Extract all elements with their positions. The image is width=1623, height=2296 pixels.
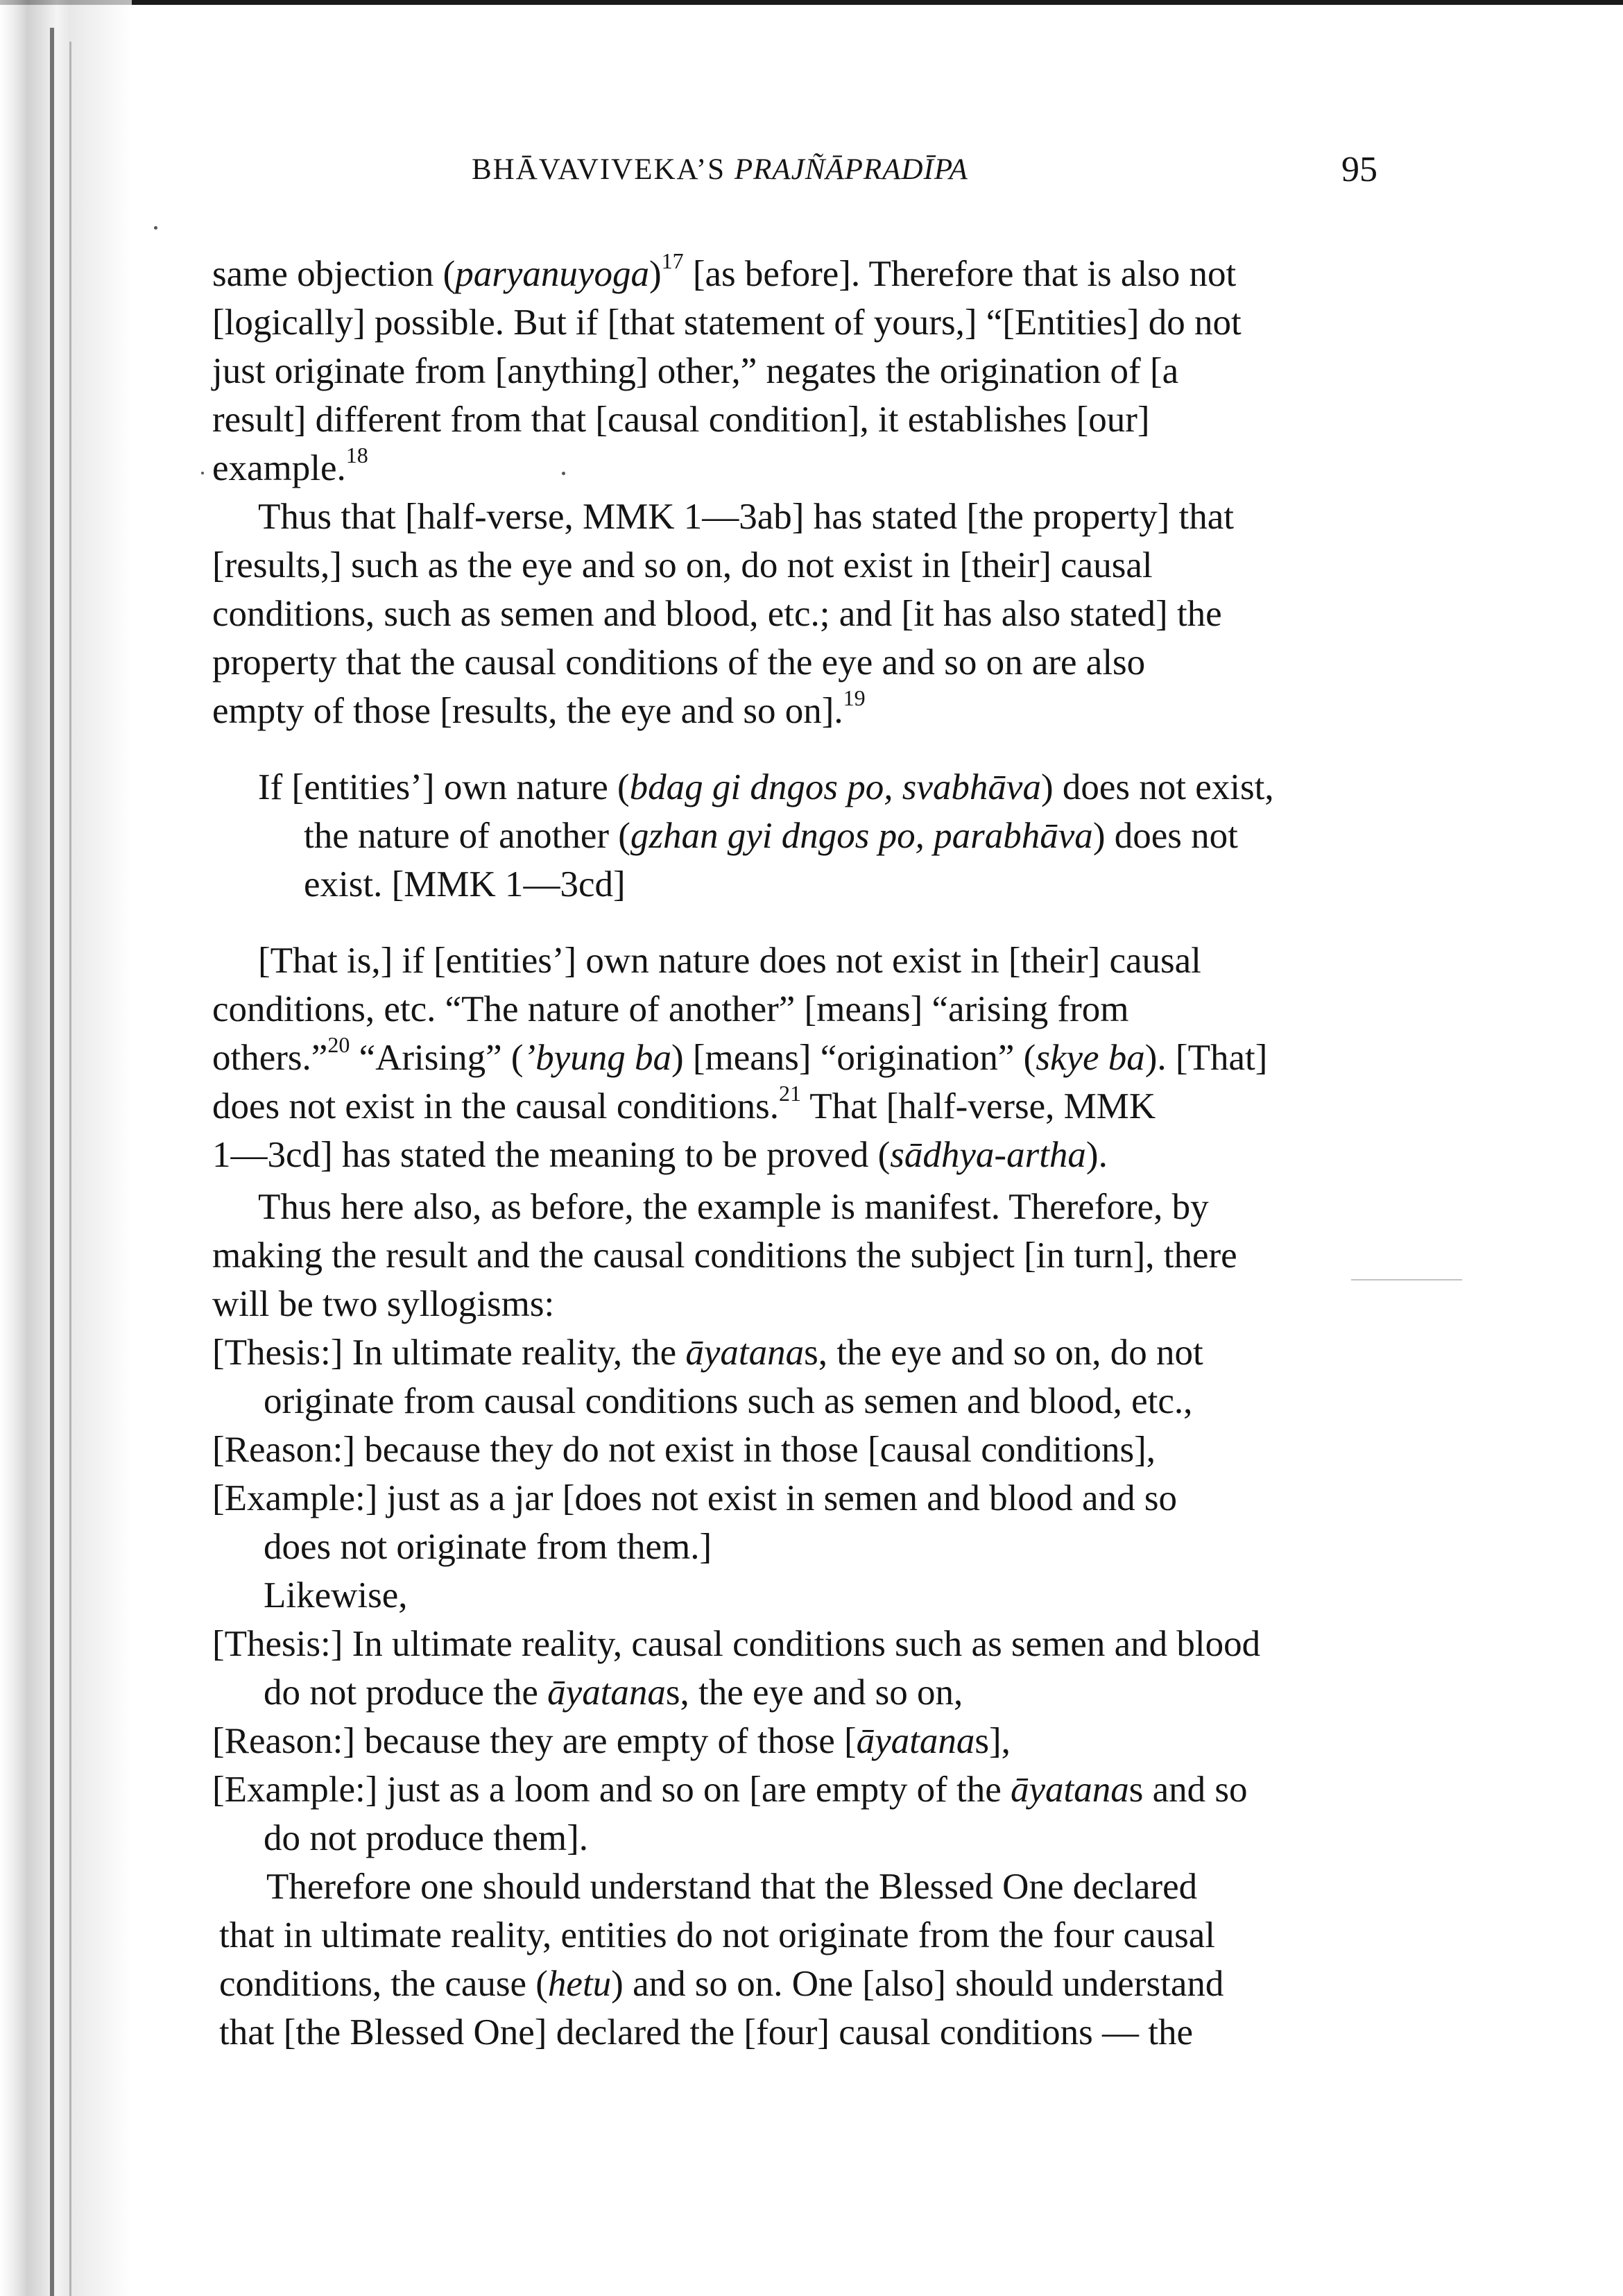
running-head-italic: PRAJÑĀPRADĪPA [734,153,968,186]
syllogism-thesis: [Thesis:] In ultimate reality, causal conditions such as semen and blood [212,1624,1261,1664]
text-line: conditions, the cause (hetu) and so on. One [also] should understand [219,1964,1224,2004]
text-line: [That is,] if [entities’] own nature does not exist in [their] causal [258,941,1201,981]
text-line: Thus here also, as before, the example is manifest. Therefore, by [258,1187,1209,1227]
text-line: example.$^{18}$ [212,443,368,488]
verse-line: exist. [MMK 1—3cd] [304,864,626,905]
footnote-marker: 20 [327,1032,350,1058]
text-line: conditions, such as semen and blood, etc.; and [it has also stated] the [212,594,1222,634]
text-line: just originate from [anything] other,” negates the origination of [a [212,351,1179,391]
syllogism-example: [Example:] just as a loom and so on [are empty of the āyatanas and so [212,1770,1248,1810]
text-line: property that the causal conditions of the eye and so on are also [212,642,1146,683]
text-line: [results,] such as the eye and so on, do not exist in [their] causal [212,545,1153,585]
text-line: Therefore one should understand that the Blessed One declared [266,1867,1198,1907]
text-line: [logically] possible. But if [that statement of yours,] “[Entities] do not [212,302,1242,343]
page-binding-shadow [0,0,132,2296]
text-line: conditions, etc. “The nature of another” [means] “arising from [212,989,1129,1029]
syllogism-reason: [Reason:] because they do not exist in those [causal conditions], [212,1430,1156,1470]
syllogism-thesis-cont: originate from causal conditions such as semen and blood, etc., [264,1381,1193,1421]
text-line: 1—3cd] has stated the meaning to be proved (sādhya-artha). [212,1135,1108,1175]
syllogism-reason: [Reason:] because they are empty of those [āyatanas], [212,1721,1011,1761]
syllogism-example: [Example:] just as a jar [does not exist in semen and blood and so [212,1478,1177,1518]
syllogism-thesis-cont: do not produce the āyatanas, the eye and so on, [264,1672,963,1713]
verse-line: the nature of another (gzhan gyi dngos po, parabhāva) does not [304,816,1238,856]
text-line: will be two syllogisms: [212,1284,555,1324]
page-number: 95 [1341,150,1377,189]
speck [562,472,565,475]
running-head-roman: BHĀVAVIVEKA’S [472,153,735,186]
binding-edge-line-secondary [69,42,71,2296]
text-line: making the result and the causal conditions the subject [in turn], there [212,1235,1237,1276]
speck [201,472,204,474]
footnote-marker: 21 [778,1081,801,1106]
text-line: Thus that [half-verse, MMK 1—3ab] has stated [the property] that [258,497,1235,537]
footnote-marker: 18 [345,443,368,468]
text-line: that in ultimate reality, entities do not originate from the four causal [219,1915,1215,1955]
footnote-marker: 19 [843,685,866,711]
binding-edge-line [50,28,54,2296]
text-line: Likewise, [264,1575,408,1616]
text-line: empty of those [results, the eye and so on].$^{19}$ [212,685,866,731]
text-line: does not exist in the causal conditions.$^{21}$ That [half-verse, MMK [212,1081,1156,1126]
syllogism-example-cont: does not originate from them.] [264,1527,712,1567]
syllogism-example-cont: do not produce them]. [264,1818,589,1858]
top-border [0,0,1623,5]
syllogism-thesis: [Thesis:] In ultimate reality, the āyatanas, the eye and so on, do not [212,1333,1203,1373]
footnote-marker: 17 [661,248,684,274]
verse-line: If [entities’] own nature (bdag gi dngos po, svabhāva) does not exist, [258,767,1274,807]
scan-smudge [1351,1279,1462,1280]
text-line: others.”$^{20}$ “Arising” (’byung ba) [means] “origination” (skye ba). [That] [212,1032,1268,1078]
running-head [472,153,968,187]
text-line: same objection (paryanuyoga)$^{17}$ [as before]. Therefore that is also not [212,248,1237,294]
text-line: that [the Blessed One] declared the [four] causal conditions — the [219,2012,1194,2053]
text-line: result] different from that [causal condition], it establishes [our] [212,400,1150,440]
speck [154,226,157,230]
